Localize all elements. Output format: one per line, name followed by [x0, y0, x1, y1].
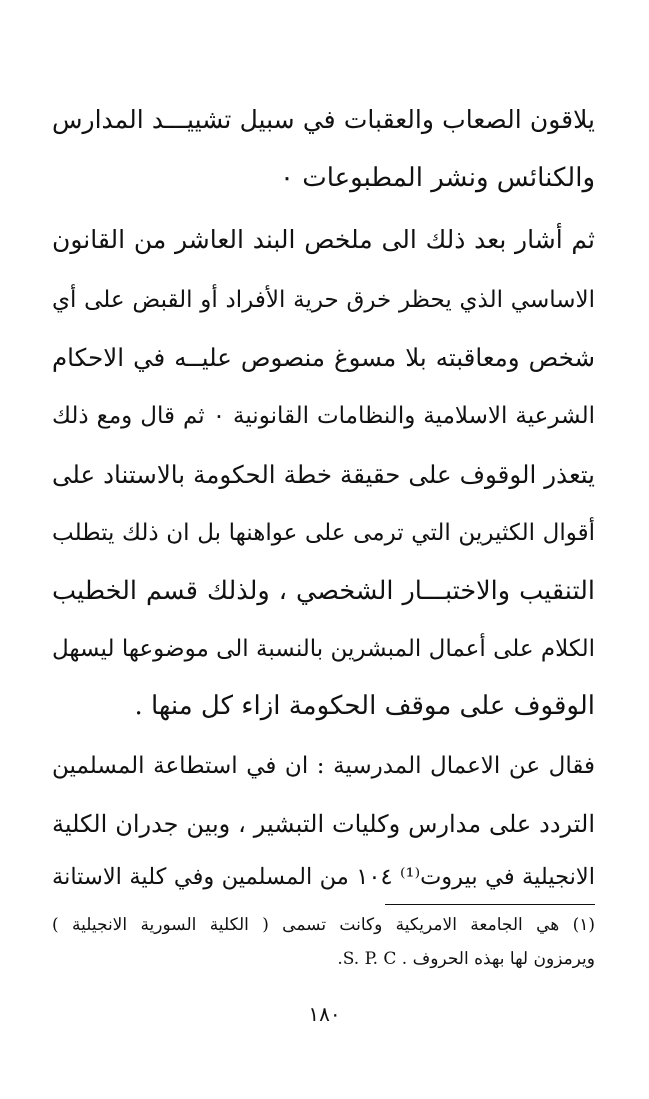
body-line: شخص ومعاقبته بلا مسوغ منصوص عليــه في الاحكام	[52, 343, 595, 372]
footnote-separator	[385, 904, 595, 905]
body-line: الانجيلية في بيروت⁽¹⁾ ١٠٤ من المسلمين وفي كلية الاستانة	[52, 864, 595, 890]
footnote-line: ويرمزون لها بهذه الحروف . S. P. C.	[337, 949, 595, 969]
page-number: ١٨٠	[308, 1002, 341, 1026]
body-line: فقال عن الاعمال المدرسية : ان في استطاعة المسلمين	[52, 753, 595, 779]
body-line: التردد على مدارس وكليات التبشير ، وبين جدران الكلية	[52, 810, 595, 838]
body-line: ثم أشار بعد ذلك الى ملخص البند العاشر من القانون	[52, 225, 595, 254]
body-line: التنقيب والاختبـــار الشخصي ، ولذلك قسم الخطيب	[52, 576, 595, 606]
body-line: والكنائس ونشر المطبوعات ٠	[280, 163, 595, 193]
body-line: يلاقون الصعاب والعقبات في سبيل تشييـــد المدارس	[52, 105, 595, 134]
body-line: الكلام على أعمال المبشرين بالنسبة الى موضوعها ليسهل	[52, 636, 595, 662]
body-line: الوقوف على موقف الحكومة ازاء كل منها .	[134, 691, 595, 721]
body-line: يتعذر الوقوف على حقيقة خطة الحكومة بالاستناد على	[52, 460, 595, 489]
body-line: أقوال الكثيرين التي ترمى على عواهنها بل ان ذلك يتطلب	[52, 520, 595, 546]
body-line: الاساسي الذي يحظر خرق حرية الأفراد أو القبض على أي	[52, 287, 595, 313]
footnote-line: (١) هي الجامعة الامريكية وكانت تسمى ( الكلية السورية الانجيلية )	[52, 915, 595, 935]
body-line: الشرعية الاسلامية والنظامات القانونية ٠ ثم قال ومع ذلك	[52, 403, 595, 429]
